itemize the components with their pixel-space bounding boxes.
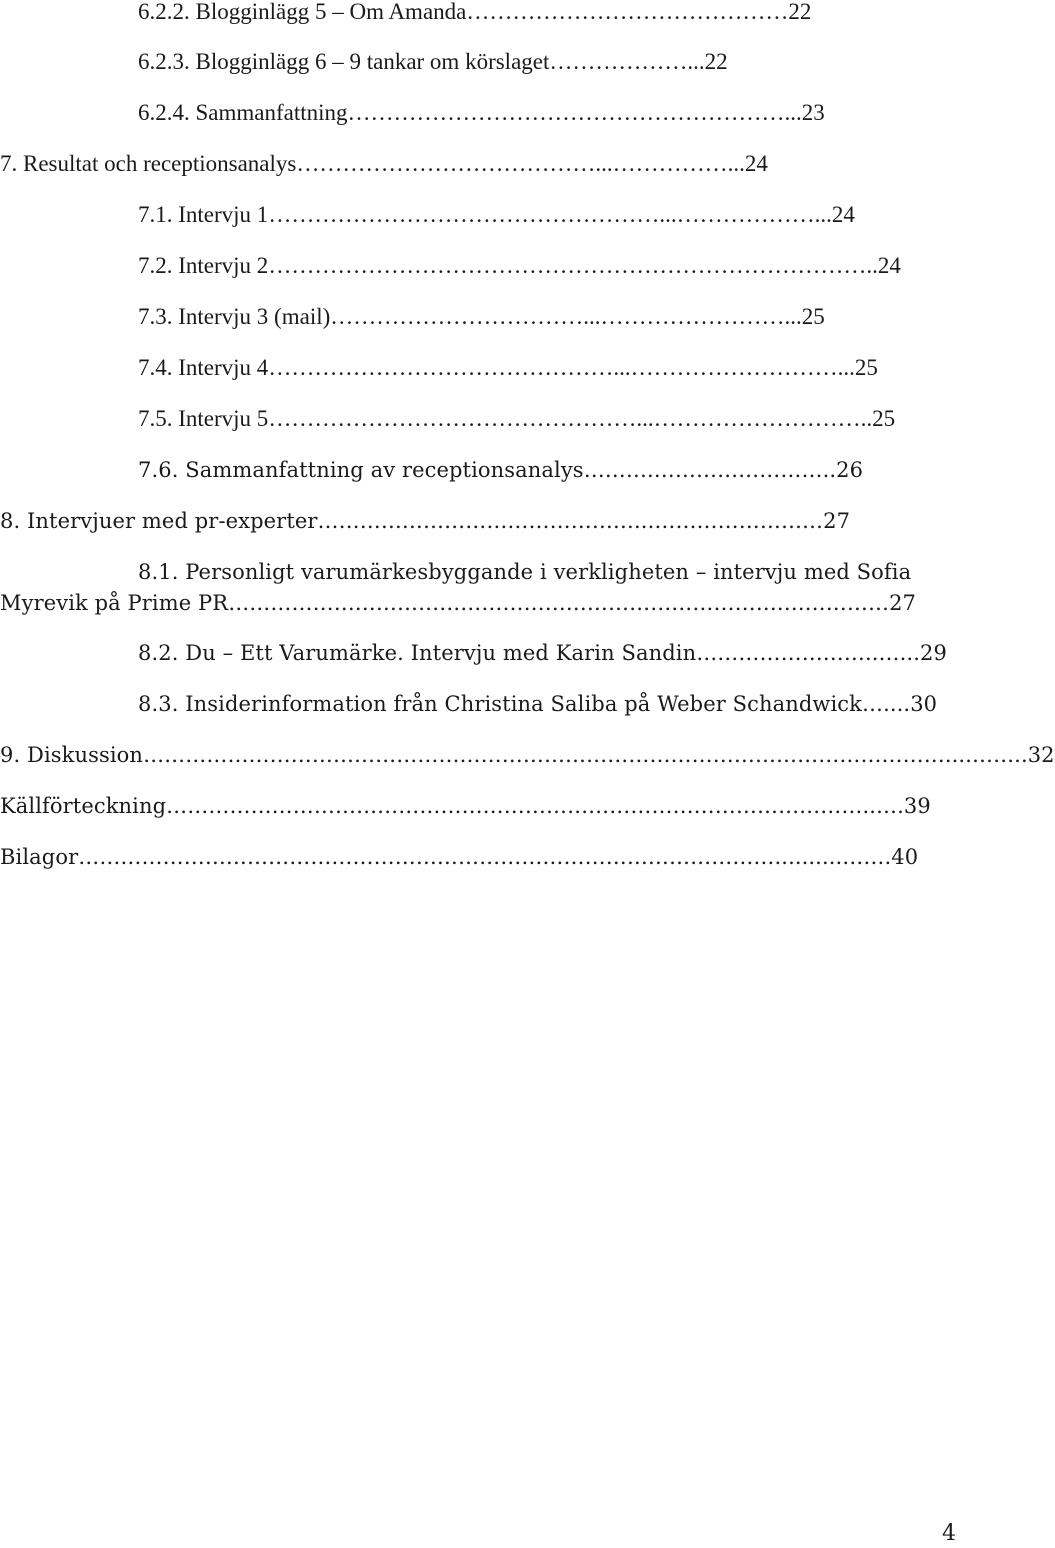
toc-entry-title: Myrevik på Prime PR	[0, 591, 229, 615]
toc-entry-title: Intervju 3 (mail)	[178, 304, 331, 329]
toc-entry-page: 29	[919, 641, 947, 665]
toc-entry-title: Blogginlägg 6 – 9 tankar om körslaget	[195, 49, 550, 74]
toc-entry-title: Bilagor	[0, 845, 79, 869]
toc-entry-title: Insiderinformation från Christina Saliba på Weber Schandwick	[185, 692, 862, 716]
toc-entry-7-4	[138, 353, 878, 383]
toc-entry-title: Du – Ett Varumärke. Intervju med Karin Sandin	[185, 641, 697, 665]
toc-entry-8	[0, 506, 850, 536]
toc-entry-page: 32	[1027, 743, 1055, 767]
toc-entry-page: 39	[903, 794, 931, 818]
toc-entry-number: 7.1.	[138, 202, 173, 227]
toc-entry-kallforteckning	[0, 791, 931, 821]
toc-entry-title: Intervju 1	[178, 202, 269, 227]
toc-entry-page: 24	[744, 151, 768, 176]
toc-entry-title: Diskussion	[27, 743, 144, 767]
toc-entry-title: Blogginlägg 5 – Om Amanda	[195, 0, 467, 24]
toc-entry-number: 8.2.	[138, 641, 179, 665]
page-number: 4	[942, 1521, 956, 1546]
toc-entry-7-2	[138, 251, 901, 281]
toc-entry-leader: ……………………………………………………………………..	[268, 253, 878, 278]
toc-entry-number: 7.	[0, 151, 18, 176]
toc-entry-number: 6.2.2.	[138, 0, 190, 24]
toc-entry-page: 22	[788, 0, 812, 24]
toc-entry-number: 7.5.	[138, 406, 173, 431]
toc-entry-8-1-continued	[0, 588, 916, 618]
toc-entry-number: 7.4.	[138, 355, 173, 380]
toc-entry-7-6	[138, 455, 863, 485]
toc-entry-number: 8.1.	[138, 560, 179, 584]
toc-entry-page: 30	[910, 692, 938, 716]
toc-entry-number: 6.2.4.	[138, 100, 190, 125]
toc-entry-7	[0, 149, 768, 179]
toc-entry-leader: …………………………………...……………...	[296, 151, 745, 176]
toc-entry-page: 26	[836, 458, 864, 482]
toc-entry-leader: ………………...	[549, 49, 705, 74]
toc-entry-leader: ………………………………………………………………………………………..........…….	[78, 845, 892, 869]
toc-entry-page: 24	[877, 253, 901, 278]
toc-entry-7-3	[138, 302, 825, 332]
toc-entry-leader: ……………………..…...	[696, 641, 920, 665]
toc-entry-number: 7.2.	[138, 253, 173, 278]
toc-entry-title: Intervjuer med pr-experter	[27, 509, 318, 533]
toc-entry-number: 8.	[0, 509, 21, 533]
toc-entry-7-5	[138, 404, 895, 434]
toc-entry-page: 25	[854, 355, 878, 380]
toc-entry-leader: ……………………………………………………………………….…………	[228, 591, 890, 615]
toc-entry-8-2	[138, 638, 947, 668]
toc-entry-leader: ………………………………………………………………………………………..….	[166, 794, 904, 818]
toc-entry-leader: …………………………………………...………………………..	[268, 406, 873, 431]
toc-entry-page: 25	[872, 406, 896, 431]
toc-entry-page: 25	[801, 304, 825, 329]
toc-entry-leader: …………………………………………………...	[347, 100, 802, 125]
toc-entry-leader: ………………………………………...………………………...	[268, 355, 855, 380]
toc-entry-number: 8.3.	[138, 692, 179, 716]
toc-entry-leader: …....	[861, 692, 911, 716]
toc-entry-6-2-2	[138, 0, 811, 27]
toc-entry-leader: ……………………………………………………………………………………………………....……..	[143, 743, 1028, 767]
toc-entry-page: 27	[889, 591, 916, 615]
toc-entry-page: 23	[801, 100, 825, 125]
toc-entry-number: 9.	[0, 743, 21, 767]
toc-entry-leader: ……….……………………..	[583, 458, 837, 482]
toc-entry-leader: ……………………………………	[466, 0, 789, 24]
toc-entry-6-2-3	[138, 47, 728, 77]
toc-entry-page: 27	[823, 509, 851, 533]
toc-entry-bilagor	[0, 842, 918, 872]
toc-entry-title: Intervju 2	[178, 253, 269, 278]
toc-entry-page: 22	[704, 49, 728, 74]
toc-entry-7-1	[138, 200, 855, 230]
toc-entry-8-3	[138, 689, 937, 719]
toc-entry-title: Intervju 5	[178, 406, 269, 431]
toc-entry-number: 6.2.3.	[138, 49, 190, 74]
toc-entry-title: Källförteckning	[0, 794, 167, 818]
toc-entry-8-1	[138, 557, 911, 587]
toc-entry-number: 7.6.	[138, 458, 179, 482]
toc-entry-leader: ……………………………………………...………………...	[268, 202, 832, 227]
toc-entry-page: 24	[831, 202, 855, 227]
toc-entry-page: 40	[891, 845, 919, 869]
toc-entry-title: Intervju 4	[178, 355, 269, 380]
toc-entry-title: Sammanfattning av receptionsanalys	[185, 458, 584, 482]
toc-entry-number: 7.3.	[138, 304, 173, 329]
toc-entry-title: Resultat och receptionsanalys	[23, 151, 297, 176]
toc-entry-leader: ……………………………...……………………...	[330, 304, 802, 329]
toc-entry-9	[0, 740, 1055, 770]
toc-entry-leader: ………………………………………...……………………	[317, 509, 824, 533]
toc-entry-title: Personligt varumärkesbyggande i verkligheten – intervju med Sofia	[185, 560, 912, 584]
toc-entry-6-2-4	[138, 98, 825, 128]
toc-entry-title: Sammanfattning	[195, 100, 348, 125]
